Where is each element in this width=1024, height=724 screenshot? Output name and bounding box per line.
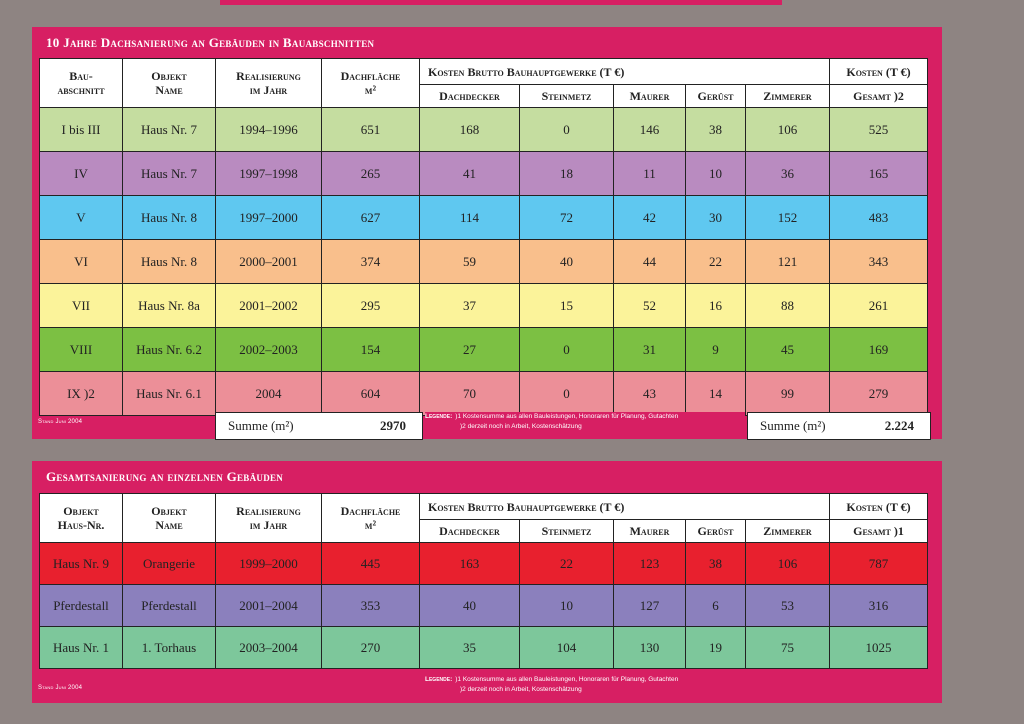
cell-zimmerer: 45	[746, 328, 830, 372]
cell-maurer: 44	[614, 240, 686, 284]
cell-abschnitt: VI	[40, 240, 123, 284]
sum-cost-box	[747, 412, 931, 440]
header-kosten-gruppe: Kosten Brutto Bauhauptgewerke (T €)	[420, 494, 830, 520]
cell-abschnitt: IX )2	[40, 372, 123, 416]
legend-1	[425, 412, 745, 432]
cell-geruest: 19	[686, 627, 746, 669]
cell-flaeche: 353	[322, 585, 420, 627]
header-gesamt: Gesamt )1	[830, 520, 928, 543]
header-kosten-total: Kosten (T €)	[830, 494, 928, 520]
cell-gesamt: 169	[830, 328, 928, 372]
cell-name: Haus Nr. 6.2	[123, 328, 216, 372]
cell-geruest: 38	[686, 108, 746, 152]
cell-abschnitt: Haus Nr. 1	[40, 627, 123, 669]
cell-geruest: 22	[686, 240, 746, 284]
header-steinmetz: Steinmetz	[520, 85, 614, 108]
cell-geruest: 10	[686, 152, 746, 196]
cell-jahr: 1994–1996	[216, 108, 322, 152]
cell-abschnitt: VIII	[40, 328, 123, 372]
cell-name: Orangerie	[123, 543, 216, 585]
cell-jahr: 2003–2004	[216, 627, 322, 669]
cell-dachdecker: 37	[420, 284, 520, 328]
cell-name: Haus Nr. 7	[123, 152, 216, 196]
cell-maurer: 123	[614, 543, 686, 585]
cell-geruest: 30	[686, 196, 746, 240]
cell-geruest: 16	[686, 284, 746, 328]
cell-geruest: 6	[686, 585, 746, 627]
header-dachflaeche: Dachfläche m²	[322, 59, 420, 108]
cell-steinmetz: 10	[520, 585, 614, 627]
header-objekt-name: Objekt Name	[123, 494, 216, 543]
gesamtsanierung-table	[39, 493, 928, 669]
legend-line-1: )1 Kostensumme aus allen Bauleistungen, Honoraren für Planung, Gutachten	[455, 413, 679, 420]
cell-abschnitt: Pferdestall	[40, 585, 123, 627]
cell-gesamt: 261	[830, 284, 928, 328]
cell-name: Haus Nr. 8a	[123, 284, 216, 328]
cell-jahr: 1997–2000	[216, 196, 322, 240]
cell-steinmetz: 72	[520, 196, 614, 240]
legend-line-2: )2 derzeit noch in Arbeit, Kostenschätzung	[460, 686, 582, 693]
cell-steinmetz: 0	[520, 328, 614, 372]
cell-steinmetz: 40	[520, 240, 614, 284]
cell-dachdecker: 35	[420, 627, 520, 669]
table-row	[40, 543, 928, 585]
header-geruest: Gerüst	[686, 520, 746, 543]
cell-dachdecker: 40	[420, 585, 520, 627]
cell-flaeche: 445	[322, 543, 420, 585]
cell-gesamt: 525	[830, 108, 928, 152]
table-row	[40, 585, 928, 627]
cell-gesamt: 787	[830, 543, 928, 585]
cell-zimmerer: 99	[746, 372, 830, 416]
table-row	[40, 372, 928, 416]
cell-gesamt: 483	[830, 196, 928, 240]
cell-jahr: 2004	[216, 372, 322, 416]
cell-name: Pferdestall	[123, 585, 216, 627]
header-kosten-total: Kosten (T €)	[830, 59, 928, 85]
table-row	[40, 152, 928, 196]
cell-zimmerer: 121	[746, 240, 830, 284]
section-bauabschnitte	[32, 27, 942, 439]
bauabschnitte-table	[39, 58, 928, 416]
header-maurer: Maurer	[614, 85, 686, 108]
header-zimmerer: Zimmerer	[746, 85, 830, 108]
cell-jahr: 2001–2004	[216, 585, 322, 627]
cell-zimmerer: 88	[746, 284, 830, 328]
cell-dachdecker: 70	[420, 372, 520, 416]
cell-dachdecker: 168	[420, 108, 520, 152]
sum-cost-label: Summe (m²)	[760, 418, 826, 433]
cell-jahr: 1999–2000	[216, 543, 322, 585]
stand-note: Stand Juni 2004	[38, 685, 83, 691]
cell-flaeche: 627	[322, 196, 420, 240]
header-gesamt: Gesamt )2	[830, 85, 928, 108]
header-kosten-gruppe: Kosten Brutto Bauhauptgewerke (T €)	[420, 59, 830, 85]
sum-area-box	[215, 412, 423, 440]
section-title: Gesamtsanierung an einzelnen Gebäuden	[46, 469, 284, 484]
header-bauabschnitt: Bau- abschnitt	[40, 59, 123, 108]
sum-area-value: 2970	[380, 418, 406, 433]
cell-maurer: 43	[614, 372, 686, 416]
header-realisierung: Realisierung im Jahr	[216, 59, 322, 108]
cell-flaeche: 651	[322, 108, 420, 152]
legend-line-2: )2 derzeit noch in Arbeit, Kostenschätzung	[460, 423, 582, 430]
cell-abschnitt: Haus Nr. 9	[40, 543, 123, 585]
cell-flaeche: 265	[322, 152, 420, 196]
cell-abschnitt: VII	[40, 284, 123, 328]
stand-note: Stand Juni 2004	[38, 419, 83, 425]
header-steinmetz: Steinmetz	[520, 520, 614, 543]
cell-gesamt: 316	[830, 585, 928, 627]
header-geruest: Gerüst	[686, 85, 746, 108]
cell-gesamt: 165	[830, 152, 928, 196]
cell-abschnitt: V	[40, 196, 123, 240]
header-maurer: Maurer	[614, 520, 686, 543]
top-strip	[220, 0, 782, 5]
header-dachdecker: Dachdecker	[420, 520, 520, 543]
cell-jahr: 2002–2003	[216, 328, 322, 372]
cell-zimmerer: 53	[746, 585, 830, 627]
cell-maurer: 127	[614, 585, 686, 627]
cell-zimmerer: 106	[746, 108, 830, 152]
legend-line-1: )1 Kostensumme aus allen Bauleistungen, Honoraren für Planung, Gutachten	[455, 676, 679, 683]
cell-flaeche: 270	[322, 627, 420, 669]
legend-key: Legende:	[425, 413, 453, 420]
cell-gesamt: 1025	[830, 627, 928, 669]
legend-key: Legende:	[425, 676, 453, 683]
cell-geruest: 9	[686, 328, 746, 372]
cell-maurer: 31	[614, 328, 686, 372]
cell-abschnitt: IV	[40, 152, 123, 196]
header-dachflaeche: Dachfläche m²	[322, 494, 420, 543]
header-zimmerer: Zimmerer	[746, 520, 830, 543]
cell-zimmerer: 152	[746, 196, 830, 240]
cell-flaeche: 295	[322, 284, 420, 328]
table-row	[40, 284, 928, 328]
cell-gesamt: 279	[830, 372, 928, 416]
cell-name: Haus Nr. 6.1	[123, 372, 216, 416]
cell-name: Haus Nr. 8	[123, 196, 216, 240]
cell-steinmetz: 0	[520, 372, 614, 416]
cell-flaeche: 374	[322, 240, 420, 284]
cell-steinmetz: 22	[520, 543, 614, 585]
header-dachdecker: Dachdecker	[420, 85, 520, 108]
cell-name: Haus Nr. 8	[123, 240, 216, 284]
header-objekt-name: Objekt Name	[123, 59, 216, 108]
cell-maurer: 11	[614, 152, 686, 196]
cell-steinmetz: 0	[520, 108, 614, 152]
table-row	[40, 240, 928, 284]
header-objekt-haus-nr: Objekt Haus-Nr.	[40, 494, 123, 543]
legend-2	[425, 675, 745, 695]
table-row	[40, 108, 928, 152]
sum-area-label: Summe (m²)	[228, 418, 294, 433]
cell-maurer: 130	[614, 627, 686, 669]
table-row	[40, 328, 928, 372]
cell-geruest: 38	[686, 543, 746, 585]
cell-dachdecker: 114	[420, 196, 520, 240]
cell-dachdecker: 41	[420, 152, 520, 196]
cell-name: 1. Torhaus	[123, 627, 216, 669]
cell-steinmetz: 18	[520, 152, 614, 196]
cell-zimmerer: 106	[746, 543, 830, 585]
cell-jahr: 2000–2001	[216, 240, 322, 284]
cell-dachdecker: 27	[420, 328, 520, 372]
cell-dachdecker: 163	[420, 543, 520, 585]
sum-cost-value: 2.224	[884, 418, 914, 433]
cell-maurer: 42	[614, 196, 686, 240]
cell-flaeche: 154	[322, 328, 420, 372]
cell-gesamt: 343	[830, 240, 928, 284]
cell-name: Haus Nr. 7	[123, 108, 216, 152]
cell-maurer: 146	[614, 108, 686, 152]
cell-maurer: 52	[614, 284, 686, 328]
cell-abschnitt: I bis III	[40, 108, 123, 152]
cell-zimmerer: 75	[746, 627, 830, 669]
cell-steinmetz: 104	[520, 627, 614, 669]
cell-flaeche: 604	[322, 372, 420, 416]
cell-jahr: 2001–2002	[216, 284, 322, 328]
section-title: 10 Jahre Dachsanierung an Gebäuden in Bauabschnitten	[46, 35, 375, 50]
table-row	[40, 627, 928, 669]
cell-steinmetz: 15	[520, 284, 614, 328]
cell-dachdecker: 59	[420, 240, 520, 284]
cell-zimmerer: 36	[746, 152, 830, 196]
section-gesamtsanierung	[32, 461, 942, 703]
cell-jahr: 1997–1998	[216, 152, 322, 196]
table-row	[40, 196, 928, 240]
header-realisierung: Realisierung im Jahr	[216, 494, 322, 543]
cell-geruest: 14	[686, 372, 746, 416]
